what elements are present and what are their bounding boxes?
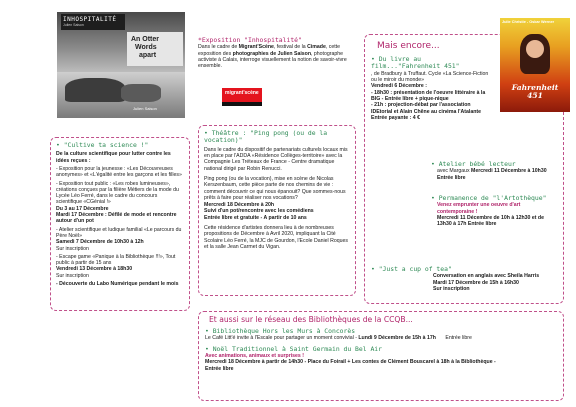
artotheque-entry: Entrée libre [467,221,497,228]
film-title-text: Du livre au film..."Fahrenheit 451" [371,55,460,71]
fahrenheit-poster-names: Julie Christie - Oskar Werner [502,20,555,24]
science-intro: De la culture scientifique pour lutter contre les idées reçues : [56,151,171,164]
science-item-1: - Exposition pour la jeunesse : «Les Découvreuses anonymes» et «L'égalité entre les garçons et les filles» [56,166,182,179]
migrantscene-logo [222,88,262,106]
artotheque-section [431,195,559,228]
reseau-s1-title: • Bibliothèque Hors les Murs à Concorès [205,327,356,335]
reseau-s2-sub: Avec animations, animaux et surprises ! [205,353,304,360]
exposition-section [198,37,348,70]
science-dates-1: Du 3 au 17 Décembre [56,205,109,212]
bebe-lecteur-entry: Entrée libre [437,174,466,181]
theatre-title-text: Théâtre : "Ping pong (ou de la vocation)" [204,129,328,145]
theatre-paragraph-1: Dans le cadre du dispositif de partenariats culturels locaux mis en place par l'ADDA «Résidence Collèges-territoire» avec la Compagnie Les Tréteaux de France - Centre dramatique national dirigé par Robin Renucci. [204,146,348,172]
fahrenheit-poster-title: Fahrenheit 451 [511,83,559,100]
theatre-paragraph-2: Ping pong (ou de la vocation), mise en scène de Nicolas Kerszenbaum, cette pièce parte de nos chemins de vie : comment découvrir ce qui nous épanouit? Que sommes-nous prêts à faire pour réaliser nos vocations? [204,176,346,201]
exposition-text-4: , photographe activiste à Calais, interroge visuellement la notion de savoir-vivre ensemble. [198,50,347,70]
science-dates-4: Vendredi 13 Décembre à 18h30 [56,266,133,273]
fahrenheit-poster [500,18,570,112]
exposition-caption-author: Julien Saison [133,106,157,111]
reseau-s1-text: Le Café Litt'é invite à l'Escale pour partager un moment convivial - [205,335,359,342]
exposition-photo [57,12,185,118]
film-title: • Du livre au film..."Fahrenheit 451" [371,55,460,71]
science-dates-2: Mardi 17 Décembre : Défilé de mode et rencontre autour d'un pot [56,212,177,225]
exposition-text-1: Dans le cadre de [198,44,239,51]
tea-title-text: "Just a cup of tea" [378,265,452,273]
exposition-text-3: , cette exposition des [198,44,340,57]
science-title-text: "Cultive ta science !" [63,141,149,149]
reseau-s2-title: • Noël Traditionnel à Saint Germain du Bel Air [205,344,382,353]
artotheque-date: Mercredi 11 Décembre de 10h à 12h30 et de 13h30 à 17h [437,215,544,228]
theatre-entry: Entrée libre et gratuite - A partir de 10 ans [204,214,307,221]
migrantscene-logo-text: migrant'scène [225,90,259,96]
artotheque-title: • Permanence de "l'Artothèque" [431,194,547,202]
theatre-paragraph-3: Cette résidence d'artistes donnera lieu à de nombreuses propositions de Décembre à Avril 2020, impliquant la Cité Scolaire Léo Ferré, la MJC de Gourdon, l'Ecole Daniel Roques et la salle Jean Carmet du Vigan. [204,225,349,250]
reseau-s1-title-text: Bibliothèque Hors les Murs à Concorès [212,327,356,335]
tea-section [371,266,559,292]
theatre-box [198,125,356,296]
bebe-lecteur-section [431,161,559,181]
film-date: Vendredi 6 Décembre : [371,83,427,90]
reseau-s1-entry: Entrée libre [445,335,472,342]
bebe-lecteur-line: avec Margaux [437,168,472,175]
film-item-1: - 18h30 : présentation de l'oeuvre littéraire à la BIG - Entrée libre + pique-nique [371,89,486,102]
exposition-description [198,44,348,69]
bebe-lecteur-date: Mercredi 11 Décembre à 10h30 [471,168,547,175]
reseau-s1-date: Lundi 9 Décembre de 15h à 17h [358,335,436,342]
theatre-date: Mercredi 18 Décembre à 20h [204,202,275,209]
bebe-lecteur-title: • Atelier bébé lecteur [431,160,516,168]
reseau-box [198,311,564,401]
tea-sub: Sur inscription [433,286,470,292]
tea-line: Conversation en anglais avec Sheila Harris [433,273,540,280]
exposition-photographer: photographies de Julien Saison [232,50,312,57]
science-item-3: - Atelier scientifique et ludique familial «Le parcours du Père Noël» [56,226,182,239]
reseau-title: Et aussi sur le réseau des Bibliothèques de la CCQB... [209,315,413,324]
film-item-2: - 21h : projection-débat par l'association IDEtorial et Alain Chêne au cinéma l'Atalante [371,102,482,115]
science-item-5: - Découverte du Labo Numérique pendant le mois [56,281,179,288]
theatre-title: • Théâtre : "Ping pong (ou de la vocation)" [204,129,328,145]
science-dates-3: Samedi 7 Décembre de 10h30 à 12h [56,239,144,246]
film-section [371,56,489,121]
science-item-2: - Exposition tout public : «Les robes lumineuses», créations conçues par la filière Métiers de la mode du Lycée Léo Ferré, dans le cadre du concours scientifique «CGénial !» [56,180,179,206]
bebe-lecteur-title-text: Atelier bébé lecteur [438,160,516,168]
reseau-s1-line [205,335,557,341]
exposition-text-2: , festival de la [273,44,308,51]
film-line: , de Bradbury à Truffaut. Cycle «La Science-Fiction ou le miroir du monde» [371,70,489,84]
exposition-festival: Migrant'Scène [238,44,274,51]
exposition-caption-1: An Otter [131,36,159,43]
reseau-s2-title-text: Noël Traditionnel à Saint Germain du Bel Air [212,344,382,353]
artotheque-line: Venez emprunter une oeuvre d'art contemporaine ! [437,202,521,215]
tea-date: Mardi 17 Décembre de 15h à 16h30 [433,279,519,286]
science-sub-4: Sur inscription [56,272,89,279]
reseau-s2-line: Mercredi 18 Décembre à partir de 14h30 - Place du Foirail + Les contes de Clément Bouscarel à 18h à la Bibliothèque - Entrée libre [205,359,496,372]
mais-encore-title: Mais encore... [377,41,440,51]
theatre-meeting: Suivi d'un pot/rencontre avec les comédiens [204,208,314,215]
science-item-4: - Escape game «Panique à la Bibliothèque !!!», Tout public à partir de 15 ans [56,253,176,267]
exposition-cimade: Cimade [307,44,326,51]
exposition-title: *Exposition "Inhospitalité" [198,36,302,44]
exposition-caption-2: Words [135,44,157,51]
tea-title: • "Just a cup of tea" [371,265,452,273]
exposition-caption-3: apart [139,52,157,59]
artotheque-date-line [431,215,559,228]
film-price: Entrée payante : 4 € [371,114,421,121]
artotheque-title-text: Permanence de "l'Artothèque" [438,194,547,202]
science-title: • "Cultive ta science !" [56,141,149,149]
exposition-subtitle: Julien Saison [63,23,84,27]
science-sub-3: Sur inscription [56,245,89,252]
science-box [50,137,190,311]
exposition-logo: INHOSPITALITÉ [63,16,117,23]
